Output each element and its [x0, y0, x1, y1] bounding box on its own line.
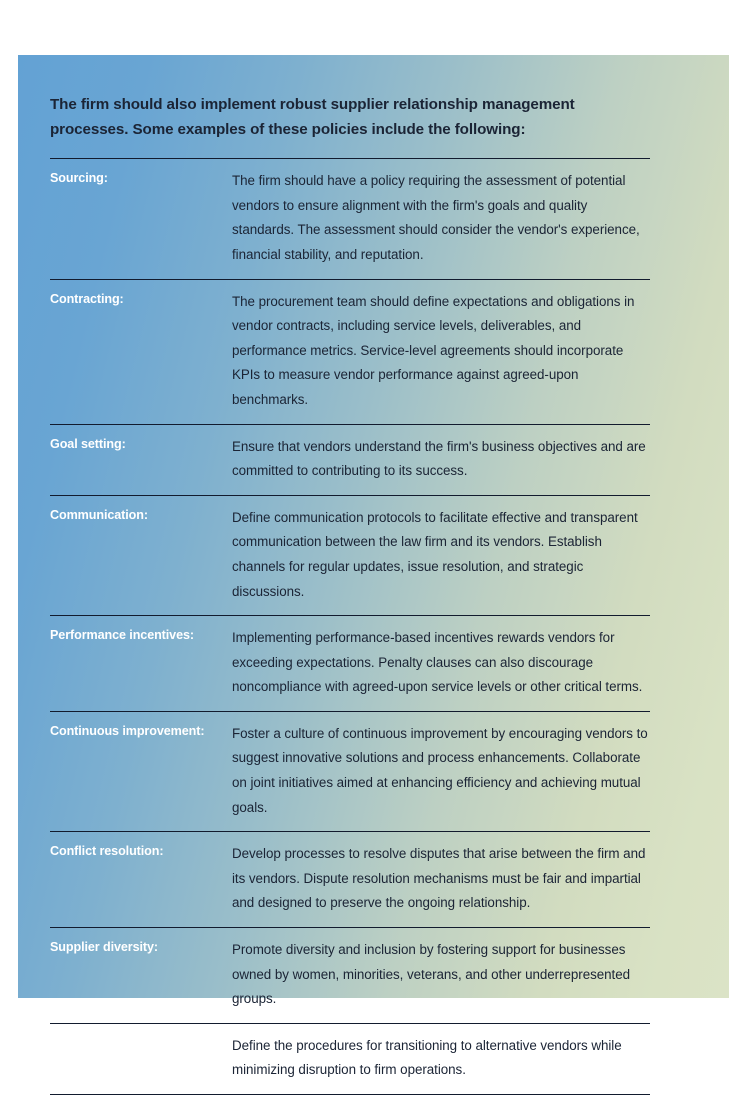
policy-term-label: Sourcing: — [50, 171, 108, 186]
policy-description-text: Implementing performance-based incentives rewards vendors for exceeding expectations. Penalty clauses can also discourage noncompliance with agreed-upon service levels or other critical terms. — [232, 630, 643, 695]
policy-term-label: Conflict resolution: — [50, 844, 164, 859]
policy-term-label: Performance incentives: — [50, 628, 194, 643]
policy-description-text: Ensure that vendors understand the firm's business objectives and are committed to contributing to its success. — [232, 438, 646, 479]
policy-description-cell — [232, 616, 650, 712]
policy-term-label: Continuous improvement: — [50, 723, 205, 738]
policy-description-text: Define the procedures for transitioning to alternative vendors while minimizing disruption to firm operations. — [232, 1037, 622, 1078]
table-row — [50, 711, 650, 831]
policy-term-label: Communication: — [50, 507, 148, 522]
gradient-content-card — [18, 55, 729, 1078]
supplier-policies-table-body — [50, 159, 650, 1095]
policy-description-text: The procurement team should define expectations and obligations in vendor contracts, including service levels, deliverables, and performance metrics. Service-level agreements should incorporate KPIs to measure vendor performance against agreed-upon benchmarks. — [232, 293, 635, 407]
policy-description-text: Develop processes to resolve disputes that arise between the firm and its vendors. Dispute resolution mechanisms must be fair and impartial and designed to preserve the ongoing relationship. — [232, 846, 646, 911]
policy-description-cell — [232, 495, 650, 615]
table-row — [50, 616, 650, 712]
policy-description-cell — [232, 279, 650, 424]
table-row — [50, 495, 650, 615]
policy-description-cell — [232, 711, 650, 831]
table-row — [50, 832, 650, 928]
policy-term-cell — [50, 616, 232, 712]
policy-description-text: Define communication protocols to facilitate effective and transparent communication between the law firm and its vendors. Establish channels for regular updates, issue resolution, and strategic discussions. — [232, 509, 638, 599]
table-row — [50, 928, 650, 1024]
table-row — [50, 1023, 650, 1094]
policy-description-cell — [232, 832, 650, 928]
policy-term-label: Supplier diversity: — [50, 940, 158, 955]
policy-term-label: Contracting: — [50, 291, 124, 306]
policy-term-cell — [50, 832, 232, 928]
table-row — [50, 279, 650, 424]
policy-description-cell — [232, 1023, 650, 1094]
policy-term-cell — [50, 1023, 232, 1094]
policy-term-cell — [50, 928, 232, 1024]
table-row — [50, 159, 650, 279]
policy-term-label: Exit strategies: — [50, 1035, 139, 1050]
card-inner-content — [50, 55, 682, 1095]
table-row — [50, 424, 650, 495]
policy-description-cell — [232, 928, 650, 1024]
policy-term-cell — [50, 711, 232, 831]
intro-paragraph: The firm should also implement robust supplier relationship management processes. Some examples of these policies include the following: — [50, 96, 575, 139]
policy-description-cell — [232, 424, 650, 495]
policy-description-text: Foster a culture of continuous improvement by encouraging vendors to suggest innovative solutions and process enhancements. Collaborate on joint initiatives aimed at enhancing efficiency and achieving mutual goals. — [232, 725, 648, 815]
supplier-policies-table — [50, 158, 650, 1095]
policy-term-cell — [50, 159, 232, 279]
policy-description-text: Promote diversity and inclusion by fostering support for businesses owned by women, minorities, veterans, and other underrepresented groups. — [232, 942, 631, 1007]
policy-term-label: Goal setting: — [50, 436, 126, 451]
policy-description-cell — [232, 159, 650, 279]
policy-term-cell — [50, 424, 232, 495]
policy-term-cell — [50, 279, 232, 424]
policy-term-cell — [50, 495, 232, 615]
policy-description-text: The firm should have a policy requiring the assessment of potential vendors to ensure alignment with the firm's goals and quality standards. The assessment should consider the vendor's experience, financial stability, and reputation. — [232, 173, 640, 262]
